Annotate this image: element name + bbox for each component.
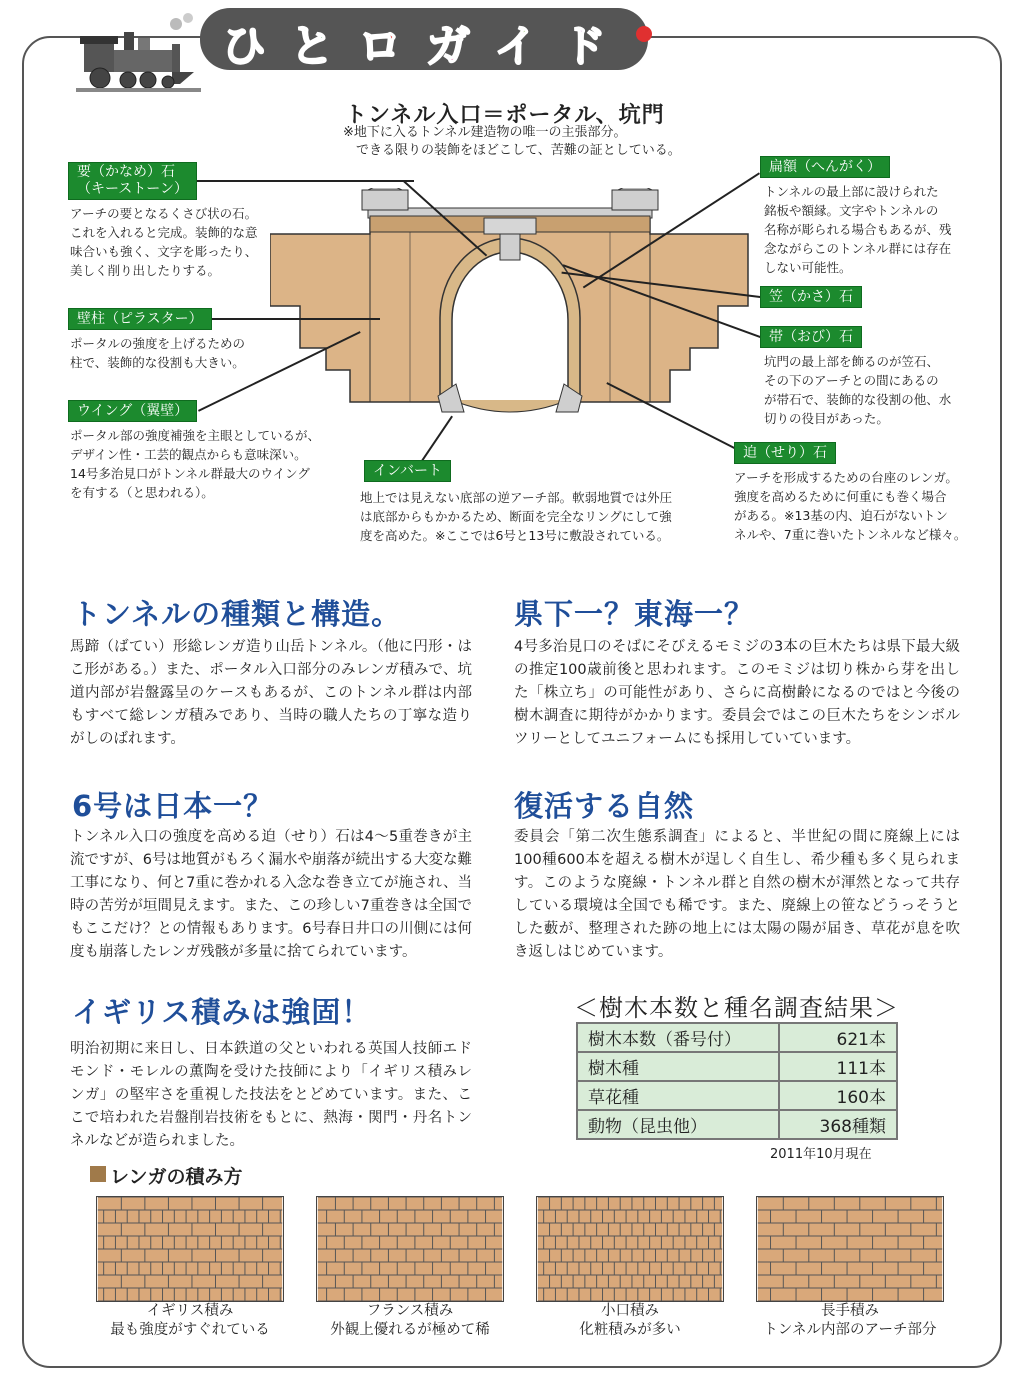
table-row [577, 1081, 897, 1110]
brick-header-bond [536, 1196, 724, 1302]
section-revive-title: 復活する自然 [514, 789, 695, 823]
label-seri: 迫（せり）石 [734, 442, 836, 464]
brick-note: 化粧積みが多い [579, 1322, 681, 1338]
brick-name: 小口積み [601, 1303, 659, 1319]
survey-table [576, 1022, 898, 1140]
banner-char: と [290, 21, 334, 72]
desc-seri: アーチを形成するための台座のレンガ。 強度を高めるために何重にも巻く場合 がある。※13基の内、迫石がないトン ネルや、7重に巻いたトンネルなど様々。 [734, 470, 967, 542]
square-bullet-icon [90, 1166, 106, 1182]
banner-char: ド [562, 21, 606, 72]
table-row [577, 1110, 897, 1139]
desc-invert: 地上では見えない底部の逆アーチ部。軟弱地質では外圧 は底部からもかかるため、断面を完全なリングにして強 度を高めた。※ここでは6号と13号に敷設されている。 [360, 490, 673, 543]
section-english-title: イギリス積みは強固！ [72, 995, 372, 1029]
brick-heading: レンガの積み方 [110, 1166, 243, 1188]
label-obi: 帯（おび）石 [760, 326, 862, 348]
locomotive-icon [76, 10, 206, 96]
table-row [577, 1052, 897, 1081]
section-types-title: トンネルの種類と構造。 [72, 597, 402, 631]
label-kasa: 笠（かさ）石 [760, 286, 862, 308]
survey-title: ＜樹木本数と種名調査結果＞ [574, 994, 899, 1022]
portal-note: ※地下に入るトンネル建造物の唯一の主張部分。 できる限りの装飾をほどこして、苦難の証としている。 [343, 125, 681, 158]
banner-char: イ [494, 21, 538, 72]
label-plaque: 扁額（へんがく） [760, 156, 890, 178]
banner-char: ひ [222, 21, 266, 72]
brick-name: フランス積み [366, 1303, 454, 1319]
survey-value: 368種類 [779, 1110, 897, 1139]
section-ken-title: 県下一？東海一？ [514, 597, 755, 631]
brick-english-bond [96, 1196, 284, 1302]
section-types-body: 馬蹄（ばてい）形総レンガ造り山岳トンネル。（他に円形・はこ形がある。）また、ポータル入口部分のみレンガ積みで、坑道内部が岩盤露呈のケースもあるが、このトンネル群は内部もすべて総レンガ積みであり、当時の職人たちの丁寧な造りがしのばれます。 [70, 639, 472, 747]
section-english-body: 明治初期に来日し、日本鉄道の父といわれる英国人技師エドモンド・モレルの薫陶を受けた技師により「イギリス積みレンガ」の堅牢さを重視した技法をとどめています。また、ここで培われた岩盤削岩技術をもとに、熱海・関門・丹名トンネルなどが造られました。 [70, 1041, 472, 1149]
banner-char: ロ [358, 21, 402, 72]
table-row [577, 1023, 897, 1052]
portal-title: トンネル入口＝ポータル、坑門 [345, 103, 665, 128]
red-dot-icon [636, 26, 652, 42]
desc-keystone: アーチの要となるくさび状の石。 これを入れると完成。装飾的な意 味合いも強く、文字を彫ったり、 美しく削り出したりする。 [70, 206, 258, 278]
survey-label: 動物（昆虫他） [577, 1110, 779, 1139]
brick-flemish-bond [316, 1196, 504, 1302]
brick-note: 最も強度がすぐれている [110, 1322, 270, 1338]
section-revive-body: 委員会「第二次生態系調査」によると、半世紀の間に廃線上には100種600本を超える樹木が逞しく自生し、希少種も多く見られます。このような廃線・トンネル群と自然の樹木が渾然となって共存している環境は全国でも稀です。また、廃線上の笹などうっそうとした藪が、整理された跡の地上には太陽の陽が届き、草花が息を吹き返しはじめています。 [514, 829, 960, 960]
section-six-body: トンネル入口の強度を高める迫（せり）石は4～5重巻きが主流ですが、6号は地質がもろく漏水や崩落が続出する大変な難工事になり、何と7重に巻かれる入念な巻き立てが施され、当時の苦労が垣間見えます。また、この珍しい7重巻きは全国でもここだけ？との情報もあります。6号春日井口の川側には何度も崩落したレンガ残骸が多量に捨てられています。 [70, 829, 472, 960]
brick-caption [70, 1302, 310, 1340]
brick-stretcher-bond [756, 1196, 944, 1302]
label-pilaster: 壁柱（ピラスター） [68, 308, 212, 330]
survey-value: 160本 [779, 1081, 897, 1110]
survey-label: 樹木本数（番号付） [577, 1023, 779, 1052]
section-ken-body: 4号多治見口のそばにそびえるモミジの3本の巨木たちは県下最大級の推定100歳前後と思われます。このモミジは切り株から芽を出した「株立ち」の可能性があり、さらに高樹齢になるのではと今後の樹木調査に期待がかかります。委員会ではこの巨木たちをシンボルツリーとしてユニフォームにも採用していています。 [514, 639, 960, 747]
label-keystone: 要（かなめ）石 （キーストーン） [68, 162, 197, 200]
title-banner [200, 8, 648, 70]
brick-note: トンネル内部のアーチ部分 [763, 1322, 937, 1338]
desc-kasa-obi: 坑門の最上部を飾るのが笠石、 その下のアーチとの間にあるの が帯石で、装飾的な役割の他、水 切りの役目があった。 [764, 354, 952, 426]
label-invert: インバート [364, 460, 451, 482]
survey-label: 樹木種 [577, 1052, 779, 1081]
desc-plaque: トンネルの最上部に設けられた 銘板や額縁。文字やトンネルの 名称が彫られる場合もあるが、残 念ながらこのトンネル群には存在 しない可能性。 [764, 184, 952, 275]
banner-char: ガ [426, 21, 470, 72]
brick-name: イギリス積み [146, 1303, 234, 1319]
brick-caption [290, 1302, 530, 1340]
label-wing: ウイング（翼壁） [68, 400, 197, 422]
survey-date: 2011年10月現在 [770, 1147, 872, 1162]
brick-caption [510, 1302, 750, 1340]
brick-caption [730, 1302, 970, 1340]
survey-value: 621本 [779, 1023, 897, 1052]
desc-pilaster: ポータルの強度を上げるための 柱で、装飾的な役割も大きい。 [70, 336, 246, 370]
survey-label: 草花種 [577, 1081, 779, 1110]
brick-note: 外観上優れるが極めて稀 [330, 1322, 490, 1338]
desc-wing: ポータル部の強度補強を主眼としているが、 デザイン性・工芸的観点からも意味深い。 14号多治見口がトンネル群最大のウイング を有する（と思われる）。 [70, 428, 321, 500]
brick-name: 長手積み [821, 1303, 879, 1319]
survey-value: 111本 [779, 1052, 897, 1081]
section-six-title: 6号は日本一？ [72, 789, 274, 823]
